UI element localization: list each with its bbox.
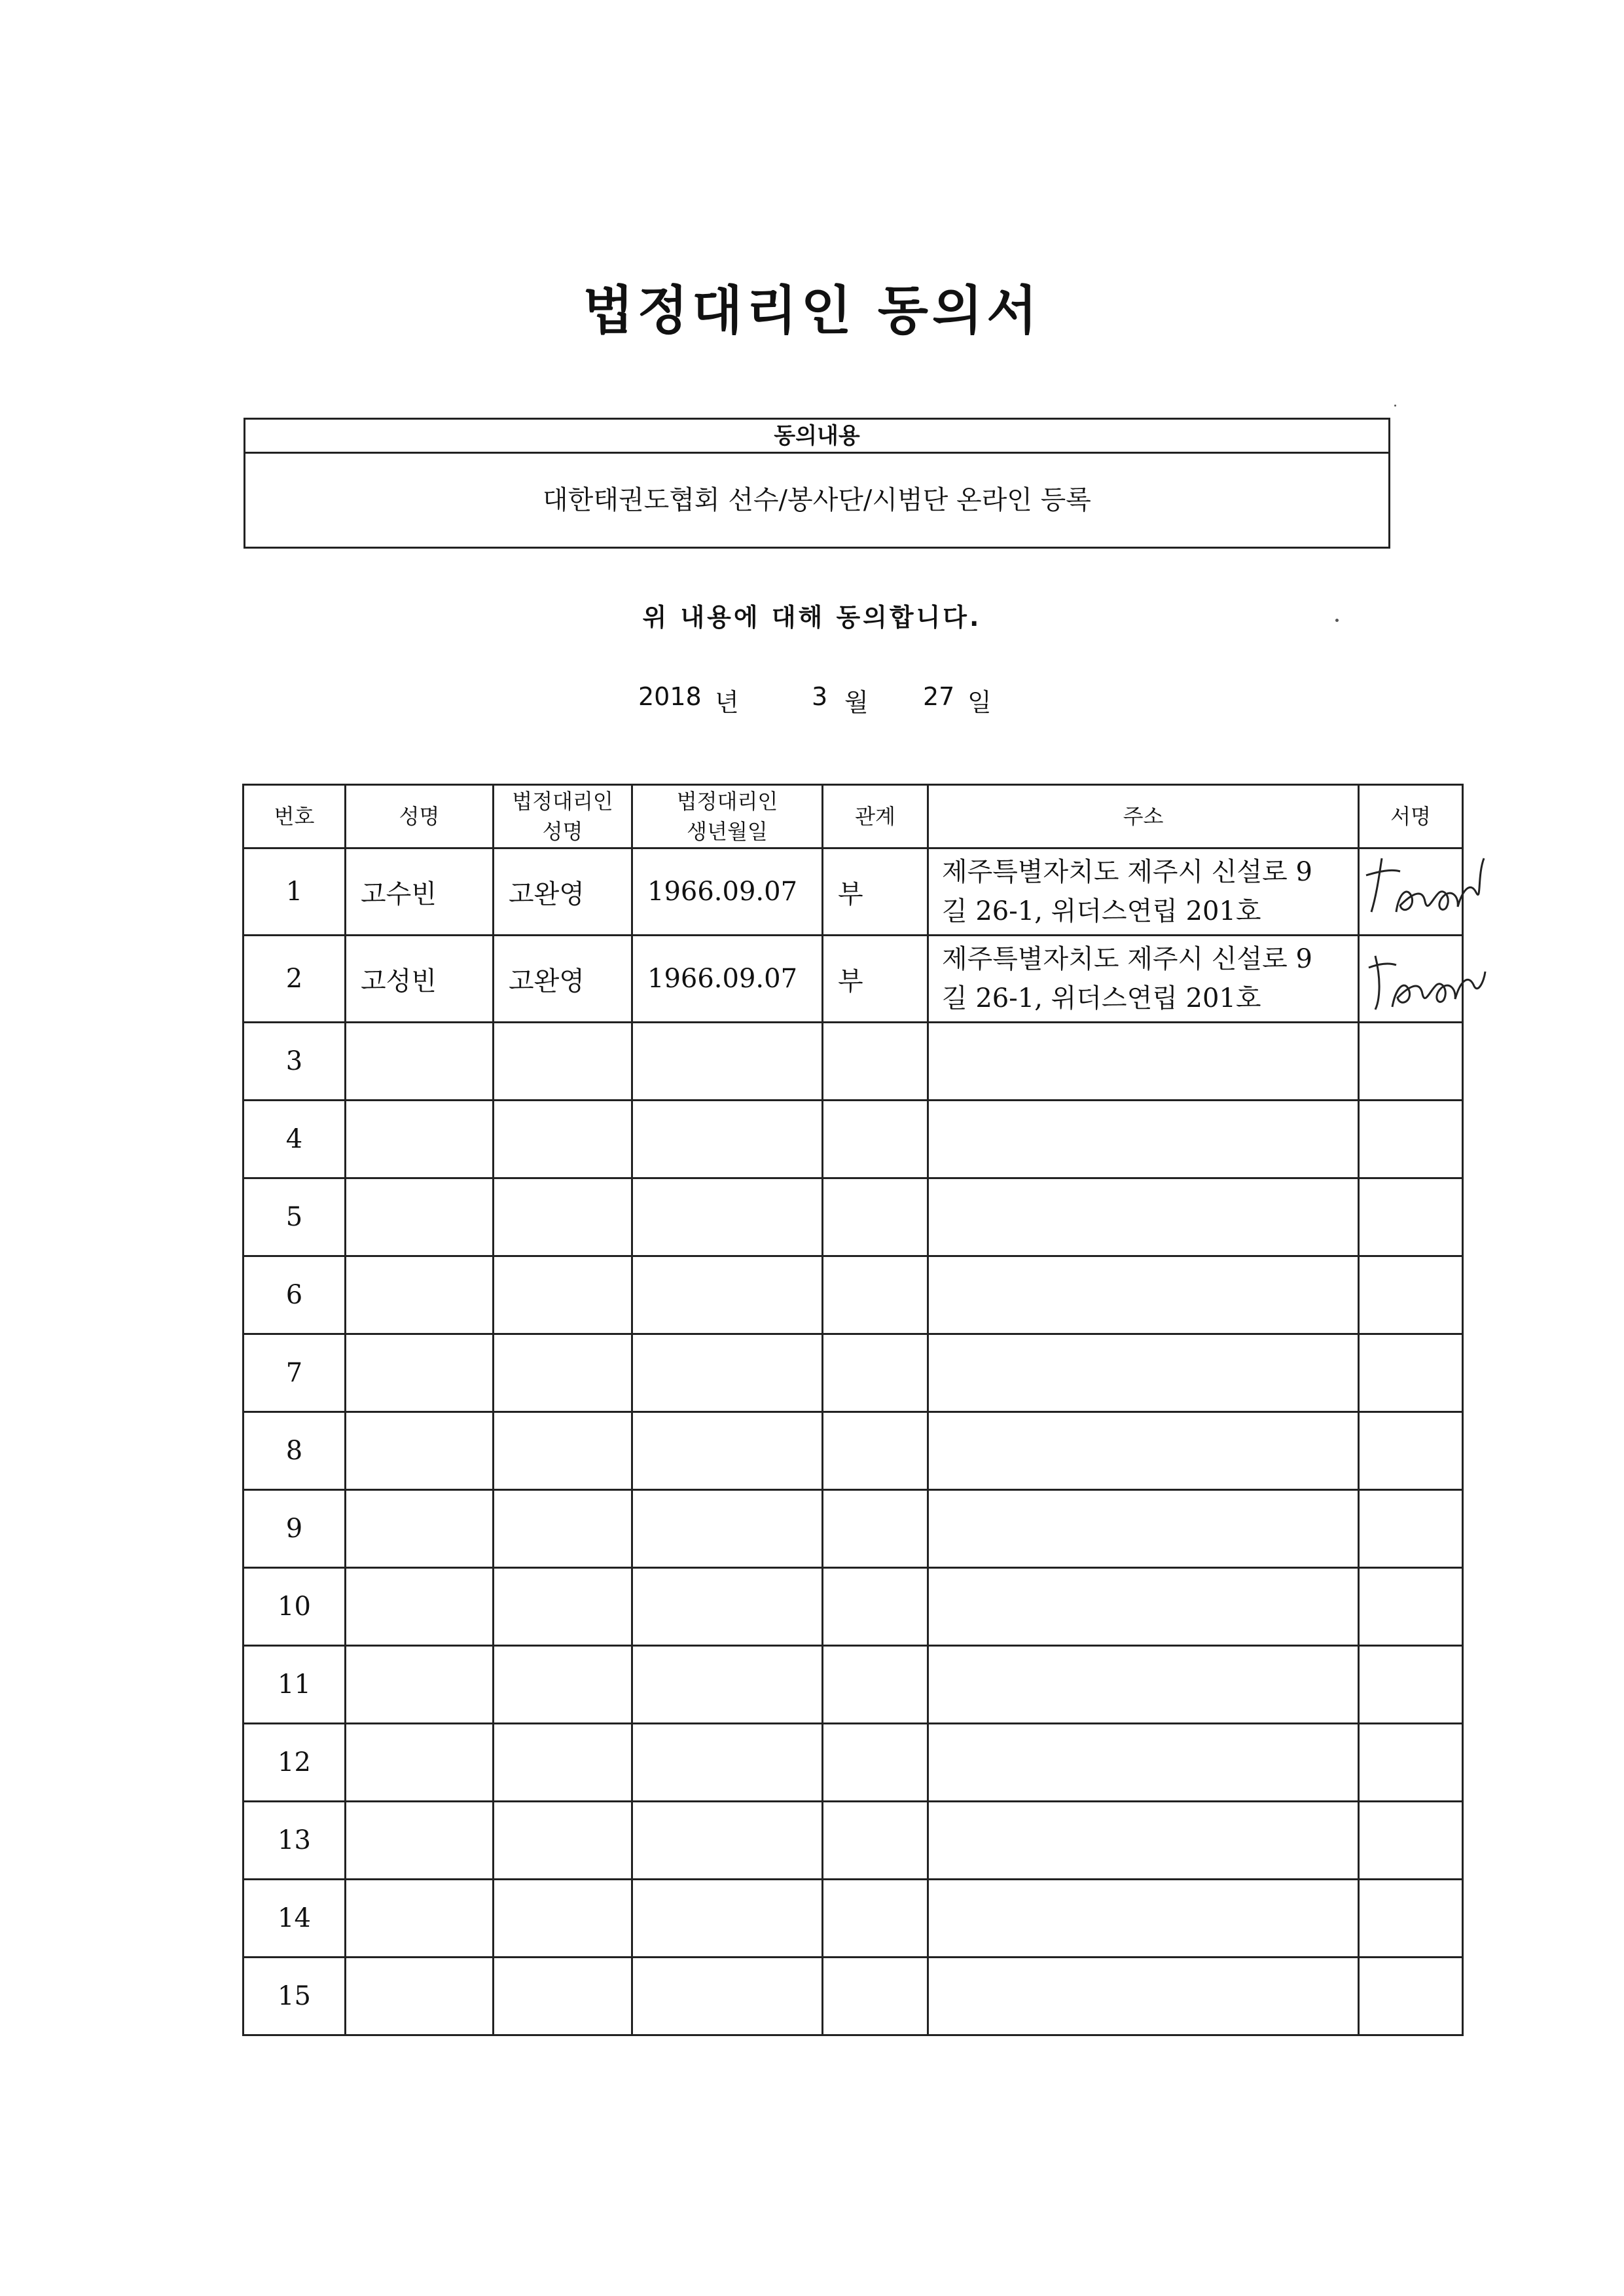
cell-no: 5 xyxy=(244,1178,346,1256)
header-guardian-birth-line1: 법정대리인 xyxy=(676,789,778,814)
date-year: 2018 xyxy=(638,682,702,711)
table-row xyxy=(244,1568,1463,1646)
cell-address-line2: 길 26-1, 위더스연립 201호 xyxy=(942,896,1261,926)
header-guardian-birth-line2: 생년월일 xyxy=(687,819,768,844)
cell-relation: 부 xyxy=(823,848,928,936)
cell-no: 8 xyxy=(244,1412,346,1490)
header-relation: 관계 xyxy=(823,785,928,848)
scan-speck xyxy=(1335,619,1339,622)
cell-no: 11 xyxy=(244,1646,346,1724)
cell-no: 1 xyxy=(244,848,346,936)
scan-speck xyxy=(1394,405,1396,407)
cell-address-line1: 제주특별자치도 제주시 신설로 9 xyxy=(942,944,1312,974)
header-guardian-name xyxy=(494,785,632,848)
cell-address-line1: 제주특별자치도 제주시 신설로 9 xyxy=(942,857,1312,887)
cell-no: 13 xyxy=(244,1802,346,1880)
table-row xyxy=(244,1490,1463,1568)
cell-no: 4 xyxy=(244,1101,346,1178)
cell-address-line2: 길 26-1, 위더스연립 201호 xyxy=(942,983,1261,1013)
date-day: 27 xyxy=(923,682,955,711)
cell-signature xyxy=(1359,848,1463,936)
header-guardian-birth xyxy=(632,785,823,848)
table-row xyxy=(244,1178,1463,1256)
cell-address xyxy=(928,936,1359,1023)
table-row xyxy=(244,1101,1463,1178)
header-signature: 서명 xyxy=(1359,785,1463,848)
cell-no: 2 xyxy=(244,936,346,1023)
header-guardian-name-line1: 법정대리인 xyxy=(512,789,613,814)
cell-no: 7 xyxy=(244,1334,346,1412)
cell-signature xyxy=(1359,936,1463,1023)
document-title: 법정대리인 동의서 xyxy=(583,280,1041,341)
cell-address xyxy=(928,848,1359,936)
table-row xyxy=(244,1023,1463,1101)
table-row xyxy=(244,1334,1463,1412)
table-header-row xyxy=(244,785,1463,848)
cell-relation: 부 xyxy=(823,936,928,1023)
cell-no: 12 xyxy=(244,1724,346,1802)
table-row xyxy=(244,936,1463,1023)
consent-box xyxy=(244,418,1390,549)
header-no: 번호 xyxy=(244,785,346,848)
header-guardian-name-line2: 성명 xyxy=(542,819,583,844)
handwritten-signature xyxy=(1360,849,1490,934)
cell-name: 고수빈 xyxy=(346,848,494,936)
date-month: 3 xyxy=(812,682,828,711)
header-name: 성명 xyxy=(346,785,494,848)
date-month-unit: 월 xyxy=(844,688,869,717)
cell-name: 고성빈 xyxy=(346,936,494,1023)
cell-no: 9 xyxy=(244,1490,346,1568)
table-row xyxy=(244,1802,1463,1880)
agreement-statement: 위 내용에 대해 동의합니다. xyxy=(642,603,982,632)
table-row xyxy=(244,1412,1463,1490)
cell-no: 14 xyxy=(244,1880,346,1958)
consent-box-header: 동의내용 xyxy=(245,420,1388,454)
cell-guardian: 고완영 xyxy=(494,848,632,936)
date-year-unit: 년 xyxy=(715,688,739,717)
cell-birth: 1966.09.07 xyxy=(632,848,823,936)
cell-no: 6 xyxy=(244,1256,346,1334)
cell-no: 10 xyxy=(244,1568,346,1646)
table-row xyxy=(244,1256,1463,1334)
consent-box-content: 대한태권도협회 선수/봉사단/시범단 온라인 등록 xyxy=(543,485,1091,515)
table-row xyxy=(244,1724,1463,1802)
date-day-unit: 일 xyxy=(967,688,992,717)
table-row xyxy=(244,1880,1463,1958)
table-row xyxy=(244,1958,1463,2035)
table-row xyxy=(244,848,1463,936)
cell-no: 15 xyxy=(244,1958,346,2035)
handwritten-signature xyxy=(1360,936,1490,1021)
cell-guardian: 고완영 xyxy=(494,936,632,1023)
cell-no: 3 xyxy=(244,1023,346,1101)
cell-birth: 1966.09.07 xyxy=(632,936,823,1023)
table-row xyxy=(244,1646,1463,1724)
guardian-table xyxy=(242,784,1464,2036)
header-address: 주소 xyxy=(928,785,1359,848)
